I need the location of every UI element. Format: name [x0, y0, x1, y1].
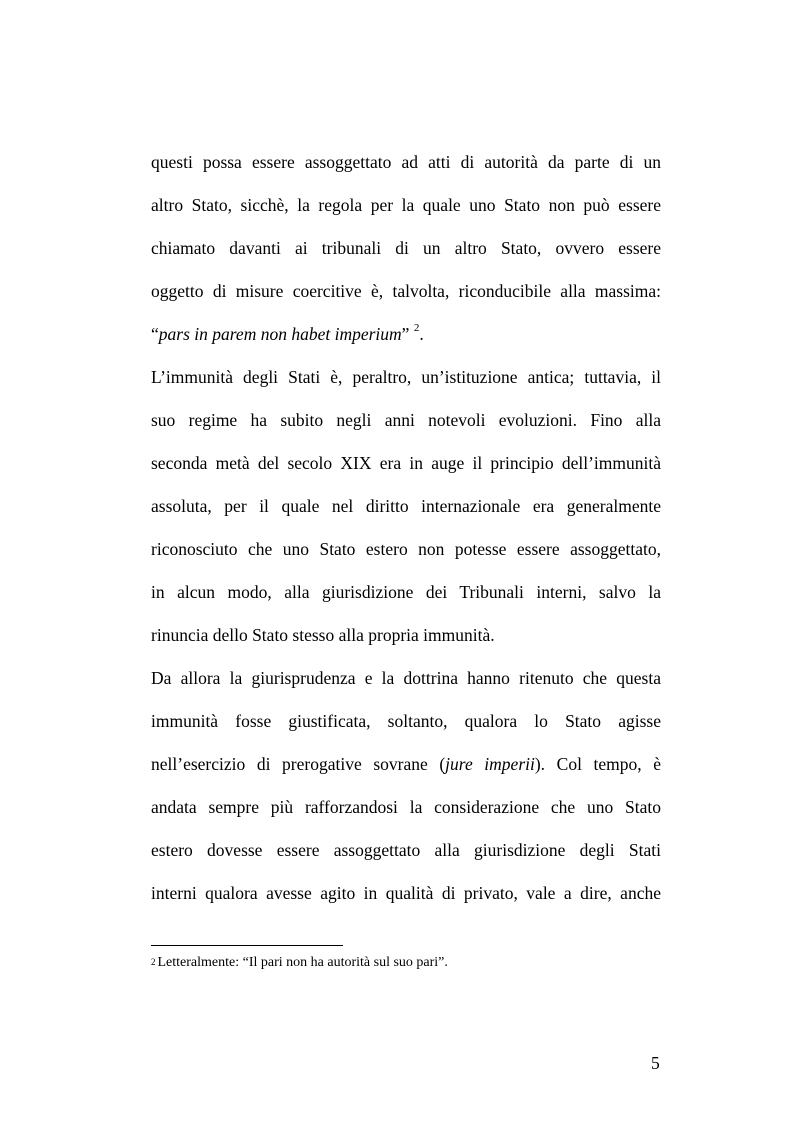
body-line: andata sempre più rafforzandosi la considerazione che uno Stato [151, 797, 661, 817]
body-line: suo regime ha subito negli anni notevoli evoluzioni. Fino alla [151, 410, 661, 430]
latin-term: jure imperii [445, 754, 535, 774]
body-line: immunità fosse giustificata, soltanto, qualora lo Stato agisse [151, 711, 661, 731]
line-start: nell’esercizio di prerogative sovrane ( [151, 754, 446, 774]
open-quote: “ [151, 324, 159, 344]
sentence-end: . [419, 324, 424, 344]
body-line: riconosciuto che uno Stato estero non potesse essere assoggettato, [151, 539, 661, 559]
footnote-reference: 2 [413, 322, 420, 334]
body-line: Da allora la giurisprudenza e la dottrina hanno ritenuto che questa [151, 668, 661, 688]
body-line [151, 319, 661, 349]
line-end: ). Col tempo, è [534, 754, 662, 774]
latin-maxim: pars in parem non habet imperium [158, 324, 402, 344]
body-line [151, 749, 661, 779]
footnote-text: Letteralmente: “Il pari non ha autorità sul suo pari”. [157, 955, 448, 970]
body-line: oggetto di misure coercitive è, talvolta, riconducibile alla massima: [151, 281, 661, 301]
body-line: interni qualora avesse agito in qualità di privato, vale a dire, anche [151, 883, 661, 903]
body-line: questi possa essere assoggettato ad atti di autorità da parte di un [151, 152, 661, 172]
footnote-divider [151, 945, 343, 946]
body-line: assoluta, per il quale nel diritto internazionale era generalmente [151, 496, 661, 516]
close-quote: ” [401, 324, 410, 344]
body-line: estero dovesse essere assoggettato alla giurisdizione degli Stati [151, 840, 661, 860]
body-line: L’immunità degli Stati è, peraltro, un’istituzione antica; tuttavia, il [151, 367, 661, 387]
body-line: chiamato davanti ai tribunali di un altro Stato, ovvero essere [151, 238, 661, 258]
body-line: altro Stato, sicchè, la regola per la quale uno Stato non può essere [151, 195, 661, 215]
page-number: 5 [651, 1053, 660, 1073]
footnote [151, 954, 448, 972]
footnote-number: 2 [151, 957, 156, 967]
body-line: rinuncia dello Stato stesso alla propria immunità. [151, 625, 495, 645]
body-line: seconda metà del secolo XIX era in auge il principio dell’immunità [151, 453, 661, 473]
body-line: in alcun modo, alla giurisdizione dei Tribunali interni, salvo la [151, 582, 661, 602]
